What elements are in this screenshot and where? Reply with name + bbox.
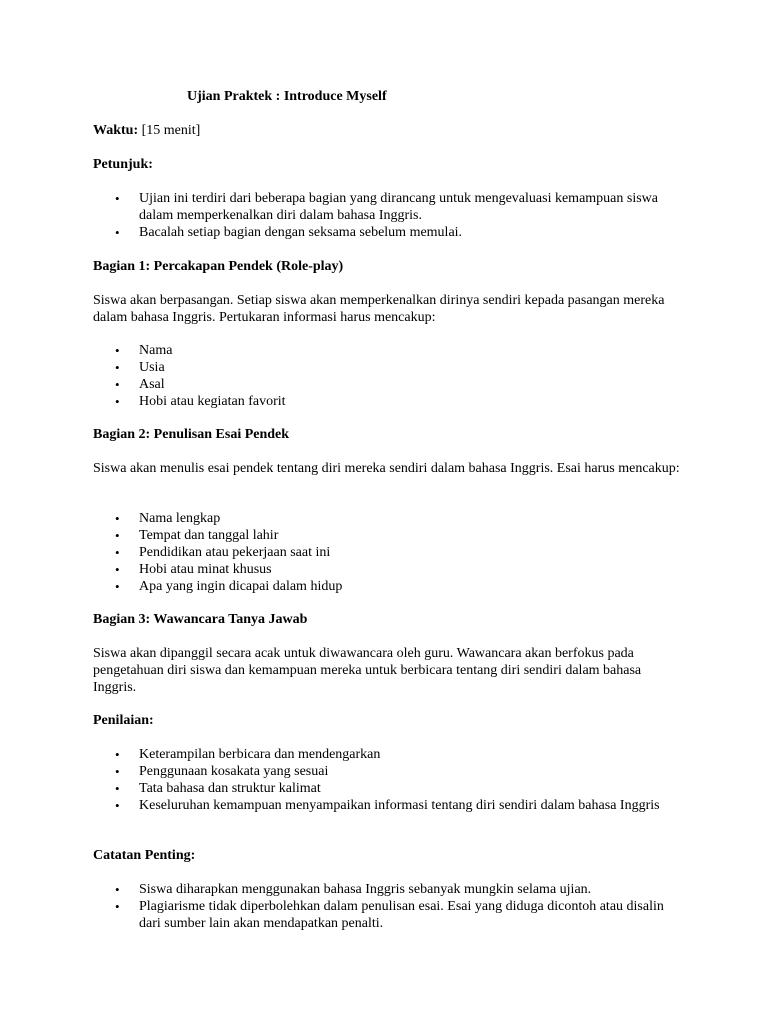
bullet-icon: • [115,899,120,914]
section2-list [93,510,683,595]
list-item: • Nama [115,343,173,358]
list-item: • Tempat dan tanggal lahir [115,528,279,543]
list-item: • Bacalah setiap bagian dengan seksama sebelum memulai. [115,225,463,240]
section3-paragraph: Siswa akan dipanggil secara acak untuk diwawancara oleh guru. Wawancara akan berfokus pada pengetahuan diri siswa dan kemampuan mereka untuk berbicara tentang diri sendiri dalam bahasa Inggris. [93,646,642,695]
list-item: • Siswa diharapkan menggunakan bahasa Inggris sebanyak mungkin selama ujian. [115,882,592,897]
time-value: [15 menit] [138,123,201,138]
section1-heading: Bagian 1: Percakapan Pendek (Role-play) [93,259,344,274]
time-line [93,122,683,139]
instructions-list [93,190,683,241]
bullet-icon: • [115,191,120,206]
section2-heading: Bagian 2: Penulisan Esai Pendek [93,427,290,442]
assessment-heading: Penilaian: [93,713,154,728]
bullet-icon: • [115,882,120,897]
list-item: • Ujian ini terdiri dari beberapa bagian yang dirancang untuk mengevaluasi kemampuan siswa dalam memperkenalkan diri dalam bahasa Inggris. [115,191,658,223]
time-label: Waktu: [93,123,139,138]
section1-list [93,342,683,410]
assessment-list [93,746,683,814]
list-item: • Asal [115,377,165,392]
bullet-icon: • [115,377,120,392]
bullet-icon: • [115,579,120,594]
section1-paragraph: Siswa akan berpasangan. Setiap siswa akan memperkenalkan dirinya sendiri kepada pasangan mereka dalam bahasa Inggris. Pertukaran informasi harus mencakup: [93,293,665,325]
document-title: Ujian Praktek : Introduce Myself [187,89,387,104]
list-item: • Usia [115,360,165,375]
bullet-icon: • [115,781,120,796]
bullet-icon: • [115,343,120,358]
notes-heading: Catatan Penting: [93,848,196,863]
bullet-icon: • [115,545,120,560]
bullet-icon: • [115,394,120,409]
list-item: • Plagiarisme tidak diperbolehkan dalam penulisan esai. Esai yang diduga dicontoh atau disalin dari sumber lain akan mendapatkan penalti. [115,899,664,931]
bullet-icon: • [115,225,120,240]
bullet-icon: • [115,511,120,526]
list-item: • Pendidikan atau pekerjaan saat ini [115,545,331,560]
bullet-icon: • [115,764,120,779]
bullet-icon: • [115,360,120,375]
list-item: • Hobi atau minat khusus [115,562,272,577]
list-item: • Tata bahasa dan struktur kalimat [115,781,321,796]
bullet-icon: • [115,562,120,577]
instructions-heading: Petunjuk: [93,157,153,172]
list-item: • Hobi atau kegiatan favorit [115,394,286,409]
section3-heading: Bagian 3: Wawancara Tanya Jawab [93,612,308,627]
list-item: • Nama lengkap [115,511,221,526]
section2-paragraph: Siswa akan menulis esai pendek tentang diri mereka sendiri dalam bahasa Inggris. Esai harus mencakup: [93,461,680,476]
bullet-icon: • [115,798,120,813]
bullet-icon: • [115,528,120,543]
notes-list [93,881,683,932]
bullet-icon: • [115,747,120,762]
list-item: • Penggunaan kosakata yang sesuai [115,764,329,779]
list-item: • Keterampilan berbicara dan mendengarkan [115,747,381,762]
list-item: • Keseluruhan kemampuan menyampaikan informasi tentang diri sendiri dalam bahasa Inggris [115,798,660,813]
list-item: • Apa yang ingin dicapai dalam hidup [115,579,343,594]
